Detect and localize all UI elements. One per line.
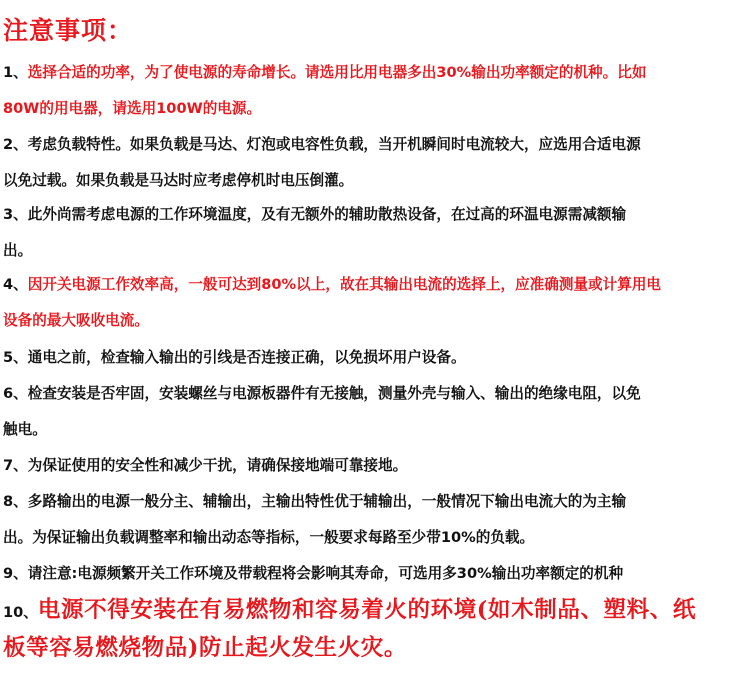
notice-item-8-line-1 [3,484,747,520]
item-number: 9、 [3,565,28,582]
notice-item-10-line-1 [3,591,747,629]
item-number: 4、 [3,276,28,293]
item-number: 3、 [3,206,28,223]
notice-item-3 [3,197,747,269]
item-text: 此外尚需考虑电源的工作环境温度，及有无额外的辅助散热设备，在过高的环温电源需减额输 [27,206,627,223]
item-text: 电源不得安装在有易燃物和容易着火的环境(如木制品、塑料、纸 [37,597,696,623]
notice-item-2-line-1 [3,127,747,163]
item-number: 2、 [3,136,28,153]
item-text: 通电之前，检查输入输出的引线是否连接正确，以免损坏用户设备。 [27,349,466,366]
notice-item-1-line-1 [3,55,747,91]
notice-item-5 [3,340,747,376]
notice-item-1 [3,55,747,127]
notice-item-8-line-2: 出。为保证输出负载调整率和输出动态等指标，一般要求每路至少带10%的负载。 [3,529,535,546]
notice-item-9-line-1 [3,556,747,592]
item-text: 选择合适的功率，为了使电源的寿命增长。请选用比用电器多出30%输出功率额定的机种。比如 [27,64,647,81]
item-number: 7、 [3,457,28,474]
item-text: 考虑负载特性。如果负载是马达、灯泡或电容性负载，当开机瞬间时电流较大，应选用合适电源 [27,136,641,153]
item-text: 检查安装是否牢固，安装螺丝与电源板器件有无接触，测量外壳与输入、输出的绝缘电阻，以免 [27,385,641,402]
item-text: 为保证使用的安全性和减少干扰，请确保接地端可靠接地。 [27,457,408,474]
notice-item-9 [3,556,747,592]
notice-item-3-line-2: 出。 [3,242,33,259]
item-number: 6、 [3,385,28,402]
item-text: 多路输出的电源一般分主、辅输出，主输出特性优于辅输出，一般情况下输出电流大的为主输 [27,493,627,510]
notice-item-2-line-2: 以免过载。如果负载是马达时应考虑停机时电压倒灌。 [3,172,354,189]
notice-item-6-line-2: 触电。 [3,421,47,438]
notice-item-4-line-2: 设备的最大吸收电流。 [3,312,149,329]
notice-title: 注意事项： [3,16,134,45]
notice-item-4 [3,267,747,339]
notice-item-10 [3,591,747,667]
item-text: 因开关电源工作效率高，一般可达到80%以上，故在其输出电流的选择上，应准确测量或计算用电 [27,276,662,293]
item-number: 5、 [3,349,28,366]
item-number: 10、 [3,604,38,621]
item-number: 8、 [3,493,28,510]
notice-item-8 [3,484,747,556]
notice-item-4-line-1 [3,267,747,303]
item-number: 1、 [3,64,28,81]
notice-item-6-line-1 [3,376,747,412]
notice-item-5-line-1 [3,340,747,376]
notice-item-7 [3,448,747,484]
notice-item-1-line-2: 80W的用电器，请选用100W的电源。 [3,100,262,117]
notice-item-3-line-1 [3,197,747,233]
notice-item-6 [3,376,747,448]
notice-item-2 [3,127,747,199]
item-text: 请注意:电源频繁开关工作环境及带载程将会影响其寿命，可选用多30%输出功率额定的机种 [27,565,624,582]
notice-item-10-line-2: 板等容易燃烧物品)防止起火发生火灾。 [3,635,407,661]
notice-item-7-line-1 [3,448,747,484]
